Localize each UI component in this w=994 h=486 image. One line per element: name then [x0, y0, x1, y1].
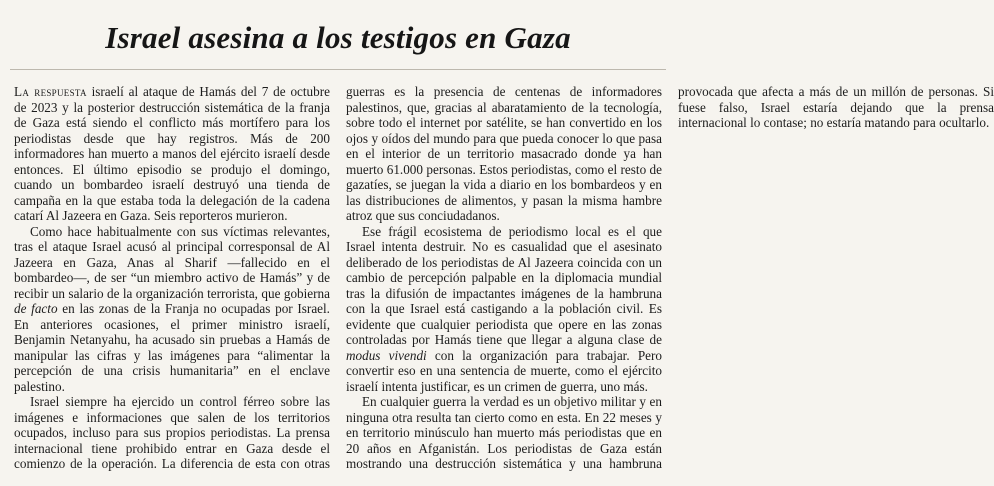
- paragraph-3: Israel siempre ha ejercido un control férreo sobre las imágenes e informaciones que salen de los territorios ocupados, incluso para sus propios periodistas. La prensa internacional tiene prohibido entrar en Gaza desde el comienzo de la operación. La diferencia de esta con otras guerras es la presencia de centenas de informadores palestinos, que, gracias al abaratamiento de la tecnología, sobre todo el internet por satélite, se han convertido en los ojos y oídos del mundo para que pueda conocer lo que pasa en el interior de un territorio masacrado donde ya han muerto 61.000 personas. Estos periodistas, como el resto de gazatíes, se juegan la vida a diario en los bombardeos y en las distribuciones de alimentos, y pasan la misma hambre atroz que sus conciudadanos.: [14, 84, 662, 471]
- paragraph-5: En cualquier guerra la verdad es un objetivo militar y en ninguna otra resulta tan cierto como en esta. En 22 meses y en territorio minúsculo han muerto más periodistas que en 20 años en Afganistán. Los periodistas de Gaza están mostrando una destrucción sistemática y una hambruna provocada que afecta a más de un millón de personas. Si fuese falso, Israel estaría dejando que la prensa internacional lo contase; no estaría matando para ocultarlo.: [346, 84, 994, 471]
- headline: Israel asesina a los testigos en Gaza: [105, 20, 571, 55]
- headline-divider: [10, 69, 666, 70]
- paragraph-4: [346, 224, 662, 395]
- lead-in: La respuesta: [14, 84, 87, 99]
- paragraph-4-emphasis: modus vivendi: [346, 347, 427, 363]
- paragraph-1-text: israelí al ataque de Hamás del 7 de octubre de 2023 y la posterior destrucción sistemática de la franja de Gaza está siendo el conflicto más mortífero para los periodistas desde que hay registros. Más de 200 informadores han muerto a manos del ejército israelí desde entonces. El último episodio se produjo el domingo, cuando un bombardeo israelí destruyó una tienda de campaña en la que estaba toda la delegación de la cadena catarí Al Jazeera en Gaza. Seis reporteros murieron.: [14, 84, 330, 223]
- paragraph-1: [14, 84, 330, 224]
- paragraph-2-text-a: Como hace habitualmente con sus víctimas relevantes, tras el ataque Israel acusó al principal corresponsal de Al Jazeera en Gaza, Anas al Sharif —fallecido en el bombardeo—, de ser “un miembro activo de Hamás” y de recibir un salario de la organización terrorista, que gobierna: [14, 223, 330, 301]
- article-column-text: [14, 84, 994, 478]
- paragraph-4-text-b: con la organización para trabajar. Pero convertir eso en una sentencia de muerte, como el ejército israelí intenta justificar, es un crimen de guerra, uno más.: [346, 347, 663, 394]
- article-body: [14, 84, 994, 478]
- paragraph-2-text-b: en las zonas de la Franja no ocupadas por Israel. En anteriores ocasiones, el primer ministro israelí, Benjamin Netanyahu, ha acusado sin pruebas a Hamás de manipular las cifras y las imágenes para “alimentar la percepción de una crisis humanitaria” en el enclave palestino.: [14, 301, 330, 394]
- paragraph-2: [14, 224, 330, 395]
- paragraph-2-emphasis: de facto: [14, 301, 58, 316]
- paragraph-4-text-a: Ese frágil ecosistema de periodismo local es el que Israel intenta destruir. No es casualidad que el asesinato deliberado de los periodistas de Al Jazeera coincida con un cambio de percepción palpable en la diplomacia mundial tras la difusión de impactantes imágenes de la hambruna con la que Israel está castigando a la población civil. Es evidente que cualquier periodista que opere en las zonas controladas por Hamás tiene que llegar a alguna clase de: [346, 223, 662, 347]
